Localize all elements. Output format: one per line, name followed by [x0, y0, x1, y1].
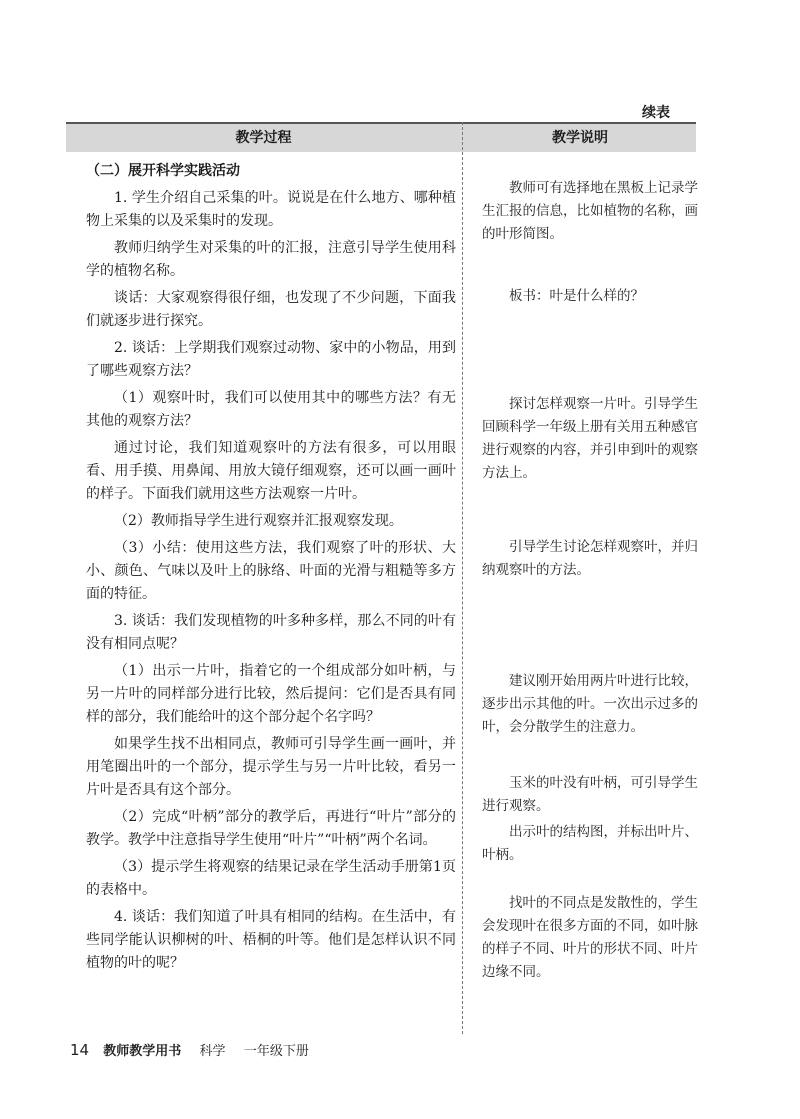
- subject-label: 科学: [199, 1044, 226, 1059]
- section-heading: （二）展开科学实践活动: [86, 163, 240, 179]
- book-title: 教师教学用书: [103, 1044, 182, 1059]
- continued-label: 续表: [642, 105, 670, 121]
- header-teaching-notes: 教学说明: [552, 130, 608, 146]
- note-paragraph: 探讨怎样观察一片叶。引导学生回顾科学一年级上册有关用五种感官进行观察的内容，并引申到叶的观察方法上。: [482, 396, 698, 481]
- process-paragraph: 2. 谈话：上学期我们观察过动物、家中的小物品，用到了哪些观察方法？: [86, 340, 456, 379]
- process-paragraph: 教师归纳学生对采集的叶的汇报，注意引导学生使用科学的植物名称。: [86, 240, 456, 279]
- header-teaching-process: 教学过程: [235, 130, 292, 146]
- teaching-process-column: [86, 160, 456, 979]
- process-paragraph: 4. 谈话：我们知道了叶具有相同的结构。在生活中，有些同学能认识柳树的叶、梧桐的叶等。他们是怎样认识不同植物的叶的呢？: [86, 909, 456, 971]
- note-paragraph: 教师可有选择地在黑板上记录学生汇报的信息，比如植物的名称，画的叶形简图。: [482, 180, 698, 242]
- process-paragraph: 谈话：大家观察得很仔细，也发现了不少问题，下面我们就逐步进行探究。: [86, 290, 456, 329]
- page-number: 14: [70, 1041, 90, 1059]
- column-divider: [462, 122, 463, 1034]
- table-header: [66, 122, 696, 152]
- process-paragraph: 通过讨论，我们知道观察叶的方法有很多，可以用眼看、用手摸、用鼻闻、用放大镜仔细观察，还可以画一画叶的样子。下面我们就用这些方法观察一片叶。: [86, 440, 456, 502]
- note-paragraph: 玉米的叶没有叶柄，可引导学生进行观察。: [482, 775, 698, 814]
- process-paragraph: 3. 谈话：我们发现植物的叶多种多样，那么不同的叶有没有相同点呢？: [86, 613, 456, 652]
- process-paragraph: （3）提示学生将观察的结果记录在学生活动手册第1页的表格中。: [86, 859, 456, 898]
- note-paragraph: 引导学生讨论怎样观察叶，并归纳观察叶的方法。: [482, 539, 698, 578]
- process-paragraph: 1. 学生介绍自己采集的叶。说说是在什么地方、哪种植物上采集的以及采集时的发现。: [86, 190, 456, 229]
- note-paragraph: 建议刚开始用两片叶进行比较，逐步出示其他的叶。一次出示过多的叶，会分散学生的注意力。: [482, 673, 698, 735]
- page-footer: [70, 1040, 309, 1059]
- process-paragraph: （3）小结：使用这些方法，我们观察了叶的形状、大小、颜色、气味以及叶上的脉络、叶面的光滑与粗糙等多方面的特征。: [86, 540, 456, 602]
- process-paragraph: （2）完成“叶柄”部分的教学后，再进行“叶片”部分的教学。教学中注意指导学生使用“叶片”“叶柄”两个名词。: [86, 809, 456, 848]
- process-paragraph: （2）教师指导学生进行观察并汇报观察发现。: [114, 513, 403, 529]
- note-paragraph: 板书：叶是什么样的？: [509, 288, 644, 304]
- process-paragraph: 如果学生找不出相同点，教师可引导学生画一画叶，并用笔圈出叶的一个部分，提示学生与另一片叶比较，看另一片叶是否具有这个部分。: [86, 736, 456, 798]
- note-paragraph: 出示叶的结构图，并标出叶片、叶柄。: [482, 824, 698, 863]
- lesson-table: [66, 122, 696, 1034]
- note-paragraph: 找叶的不同点是发散性的，学生会发现叶在很多方面的不同，如叶脉的样子不同、叶片的形状不同、叶片边缘不同。: [482, 895, 698, 980]
- grade-label: 一年级下册: [243, 1044, 309, 1059]
- process-paragraph: （1）观察叶时，我们可以使用其中的哪些方法？有无其他的观察方法？: [86, 390, 456, 429]
- process-paragraph: （1）出示一片叶，指着它的一个组成部分如叶柄，与另一片叶的同样部分进行比较，然后提问：它们是否具有同样的部分，我们能给叶的这个部分起个名字吗？: [86, 663, 456, 725]
